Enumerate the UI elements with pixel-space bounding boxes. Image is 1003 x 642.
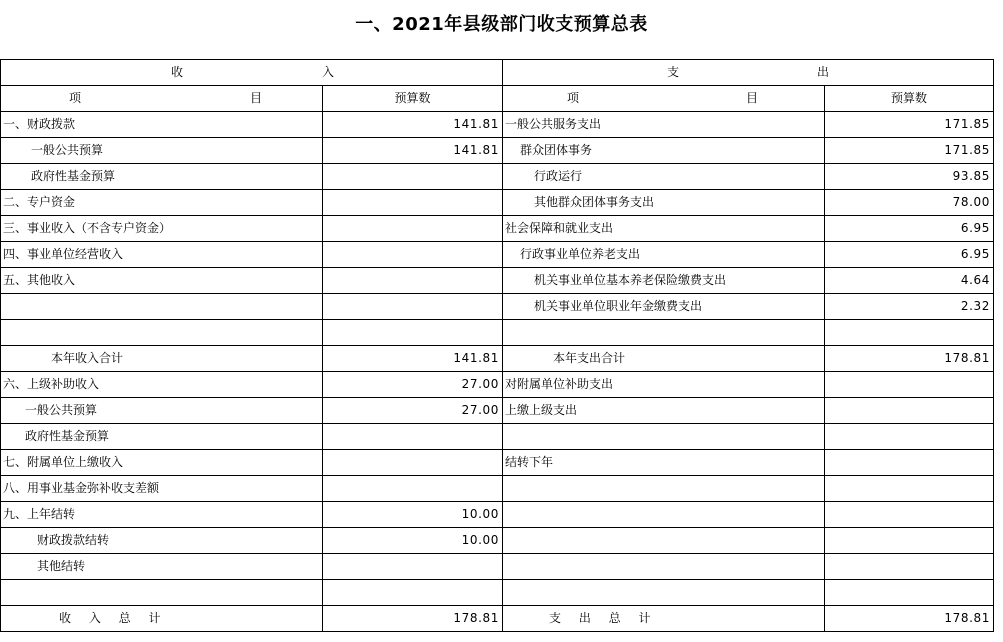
expense-value: [825, 580, 994, 606]
expense-value: 171.85: [825, 138, 994, 164]
income-item: [1, 294, 323, 320]
income-item: [1, 580, 323, 606]
income-value: [323, 242, 503, 268]
page-title: 一、2021年县级部门收支预算总表: [355, 14, 648, 35]
table-row: [1, 138, 994, 164]
budget-table: [0, 59, 994, 632]
expense-item-char-2: 目: [745, 91, 758, 105]
income-item: 九、上年结转: [1, 502, 323, 528]
income-value: [323, 320, 503, 346]
income-value: [323, 294, 503, 320]
table-row: [1, 372, 994, 398]
income-value: 27.00: [323, 398, 503, 424]
expense-total-value: 178.81: [825, 606, 994, 632]
expense-value: [825, 320, 994, 346]
expense-header-char-2: 出: [816, 65, 829, 79]
expense-item: 行政事业单位养老支出: [503, 242, 825, 268]
income-item: 政府性基金预算: [1, 164, 323, 190]
expense-item: 结转下年: [503, 450, 825, 476]
expense-item: 其他群众团体事务支出: [503, 190, 825, 216]
income-item: 一般公共预算: [1, 398, 323, 424]
expense-value: 2.32: [825, 294, 994, 320]
table-row: [1, 398, 994, 424]
expense-value: [825, 424, 994, 450]
expense-value: [825, 450, 994, 476]
expense-value: [825, 554, 994, 580]
expense-item: 上缴上级支出: [503, 398, 825, 424]
expense-item: 行政运行: [503, 164, 825, 190]
table-row: [1, 216, 994, 242]
table-row: [1, 346, 994, 372]
expense-value: [825, 372, 994, 398]
expense-item: 本年支出合计: [503, 346, 825, 372]
income-item: 三、事业收入（不含专户资金）: [1, 216, 323, 242]
income-header-char-1: 收: [171, 65, 184, 79]
table-row: [1, 190, 994, 216]
expense-value: 171.85: [825, 112, 994, 138]
header-row-columns: [1, 86, 994, 112]
income-item: 六、上级补助收入: [1, 372, 323, 398]
income-budget-header: 预算数: [323, 86, 503, 112]
table-row: [1, 528, 994, 554]
income-item: 本年收入合计: [1, 346, 323, 372]
income-item: 财政拨款结转: [1, 528, 323, 554]
expense-budget-header: 预算数: [825, 86, 994, 112]
table-row: [1, 294, 994, 320]
expense-value: [825, 502, 994, 528]
income-item: 其他结转: [1, 554, 323, 580]
expense-value: 4.64: [825, 268, 994, 294]
expense-item-header: [503, 86, 825, 112]
income-item: 政府性基金预算: [1, 424, 323, 450]
income-value: 141.81: [323, 346, 503, 372]
table-row: [1, 268, 994, 294]
expense-value: 93.85: [825, 164, 994, 190]
income-value: 141.81: [323, 138, 503, 164]
expense-item: [503, 502, 825, 528]
income-item-header: [1, 86, 323, 112]
table-row-total: [1, 606, 994, 632]
income-item: [1, 320, 323, 346]
expense-item: 一般公共服务支出: [503, 112, 825, 138]
income-item: 四、事业单位经营收入: [1, 242, 323, 268]
income-value: [323, 554, 503, 580]
income-item-char-2: 目: [249, 91, 262, 105]
income-item: 五、其他收入: [1, 268, 323, 294]
expense-item: 机关事业单位职业年金缴费支出: [503, 294, 825, 320]
expense-item-char-1: 项: [567, 91, 580, 105]
expense-item: [503, 424, 825, 450]
income-item: 八、用事业基金弥补收支差额: [1, 476, 323, 502]
expense-item: 机关事业单位基本养老保险缴费支出: [503, 268, 825, 294]
table-row: [1, 112, 994, 138]
income-value: 141.81: [323, 112, 503, 138]
income-item: 七、附属单位上缴收入: [1, 450, 323, 476]
table-row: [1, 320, 994, 346]
expense-item: 群众团体事务: [503, 138, 825, 164]
income-value: 27.00: [323, 372, 503, 398]
table-row: [1, 554, 994, 580]
expense-value: 78.00: [825, 190, 994, 216]
expense-header-char-1: 支: [667, 65, 680, 79]
expense-value: [825, 476, 994, 502]
expense-value: [825, 528, 994, 554]
income-header: [1, 60, 503, 86]
income-header-char-2: 入: [321, 65, 334, 79]
table-row: [1, 476, 994, 502]
expense-total-label: 支 出 总 计: [503, 606, 825, 632]
income-item-char-1: 项: [69, 91, 82, 105]
income-value: [323, 216, 503, 242]
expense-item: [503, 528, 825, 554]
income-value: 10.00: [323, 528, 503, 554]
expense-item: [503, 320, 825, 346]
table-row: [1, 580, 994, 606]
income-value: [323, 268, 503, 294]
income-value: [323, 164, 503, 190]
income-value: [323, 424, 503, 450]
expense-value: 178.81: [825, 346, 994, 372]
expense-item: 对附属单位补助支出: [503, 372, 825, 398]
income-item: 一、财政拨款: [1, 112, 323, 138]
income-total-label: 收 入 总 计: [1, 606, 323, 632]
table-row: [1, 242, 994, 268]
expense-value: 6.95: [825, 216, 994, 242]
expense-value: 6.95: [825, 242, 994, 268]
income-total-value: 178.81: [323, 606, 503, 632]
table-row: [1, 424, 994, 450]
table-row: [1, 450, 994, 476]
table-row: [1, 502, 994, 528]
income-value: [323, 190, 503, 216]
expense-item: [503, 580, 825, 606]
income-value: [323, 450, 503, 476]
expense-header: [503, 60, 994, 86]
table-row: [1, 164, 994, 190]
income-value: [323, 476, 503, 502]
expense-item: [503, 476, 825, 502]
expense-item: [503, 554, 825, 580]
income-value: 10.00: [323, 502, 503, 528]
expense-item: 社会保障和就业支出: [503, 216, 825, 242]
expense-value: [825, 398, 994, 424]
income-value: [323, 580, 503, 606]
header-row-group: [1, 60, 994, 86]
income-item: 一般公共预算: [1, 138, 323, 164]
income-item: 二、专户资金: [1, 190, 323, 216]
